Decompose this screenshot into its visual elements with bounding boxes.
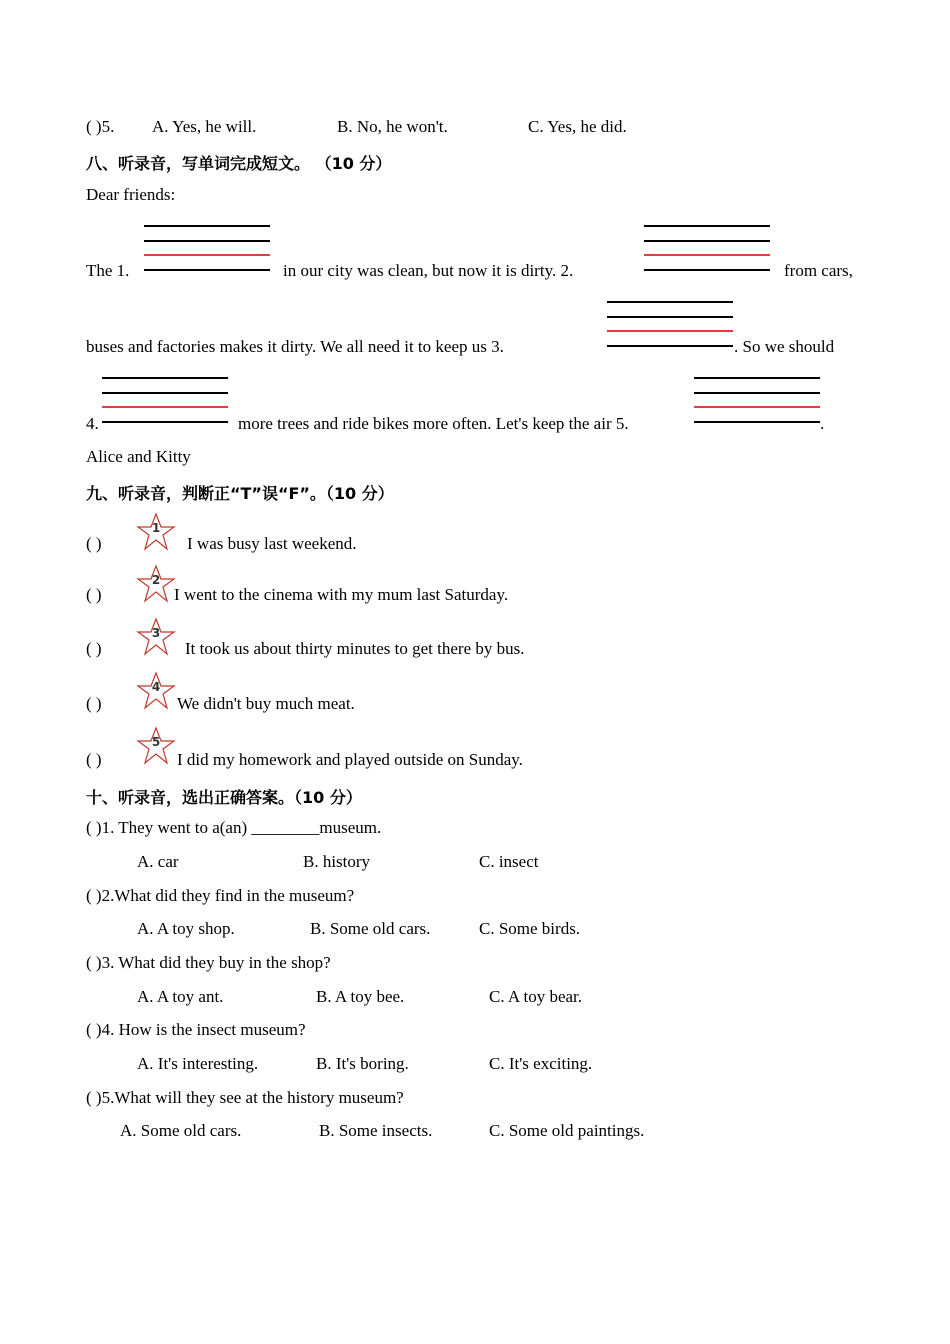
section8-greeting: Dear friends: [86, 185, 176, 204]
tf-statement: I did my homework and played outside on Sunday. [177, 750, 523, 769]
option-c: C. Some birds. [479, 919, 581, 938]
prev-q5-option-c: C. Yes, he did. [528, 117, 627, 136]
star-number-icon: 1 [136, 512, 176, 552]
section8-heading: 八、听录音，写单词完成短文。 （10 分） [86, 154, 392, 173]
option-a: A. car [137, 852, 179, 871]
tf-answer-paren[interactable]: ( ) [86, 585, 102, 604]
question-text[interactable]: ( )4. How is the insect museum? [86, 1020, 306, 1039]
passage-line1-part3: from cars, [784, 261, 853, 280]
option-b: B. Some old cars. [310, 919, 431, 938]
section9-heading: 九、听录音，判断正“T”误“F”。（10 分） [86, 484, 394, 503]
option-c: C. It's exciting. [489, 1054, 593, 1073]
tf-statement: I went to the cinema with my mum last Saturday. [174, 585, 509, 604]
passage-line3-part3: . [820, 414, 825, 433]
prev-q5-option-b: B. No, he won't. [337, 117, 448, 136]
passage-line3-part2: more trees and ride bikes more often. Let's keep the air 5. [238, 414, 629, 433]
tf-statement: It took us about thirty minutes to get there by bus. [185, 639, 525, 658]
tf-answer-paren[interactable]: ( ) [86, 639, 102, 658]
star-number-icon: 2 [136, 564, 176, 604]
option-c: C. insect [479, 852, 539, 871]
tf-answer-paren[interactable]: ( ) [86, 534, 102, 553]
passage-line2-part1: buses and factories makes it dirty. We all need it to keep us 3. [86, 337, 504, 356]
option-b: B. Some insects. [319, 1121, 433, 1140]
option-b: B. It's boring. [316, 1054, 409, 1073]
prev-q5-option-a: A. Yes, he will. [152, 117, 257, 136]
passage-line3-part1: 4. [86, 414, 99, 433]
option-a: A. It's interesting. [137, 1054, 259, 1073]
option-c: C. A toy bear. [489, 987, 583, 1006]
section10-heading: 十、听录音，选出正确答案。（10 分） [86, 788, 362, 807]
passage-line2-part2: . So we should [734, 337, 835, 356]
passage-signature: Alice and Kitty [86, 447, 191, 466]
option-b: B. A toy bee. [316, 987, 405, 1006]
question-text[interactable]: ( )5.What will they see at the history museum? [86, 1088, 404, 1107]
option-c: C. Some old paintings. [489, 1121, 645, 1140]
question-text[interactable]: ( )1. They went to a(an) ________museum. [86, 818, 382, 837]
passage-line1-part2: in our city was clean, but now it is dirty. 2. [283, 261, 574, 280]
prev-q5-paren: ( )5. [86, 117, 115, 136]
tf-statement: I was busy last weekend. [187, 534, 357, 553]
option-a: A. A toy shop. [137, 919, 235, 938]
tf-answer-paren[interactable]: ( ) [86, 694, 102, 713]
passage-line1-part1: The 1. [86, 261, 130, 280]
option-a: A. Some old cars. [120, 1121, 242, 1140]
star-number-icon: 5 [136, 726, 176, 766]
star-number-icon: 3 [136, 617, 176, 657]
option-a: A. A toy ant. [137, 987, 224, 1006]
tf-statement: We didn't buy much meat. [177, 694, 355, 713]
question-text[interactable]: ( )2.What did they find in the museum? [86, 886, 355, 905]
question-text[interactable]: ( )3. What did they buy in the shop? [86, 953, 331, 972]
option-b: B. history [303, 852, 371, 871]
star-number-icon: 4 [136, 671, 176, 711]
tf-answer-paren[interactable]: ( ) [86, 750, 102, 769]
